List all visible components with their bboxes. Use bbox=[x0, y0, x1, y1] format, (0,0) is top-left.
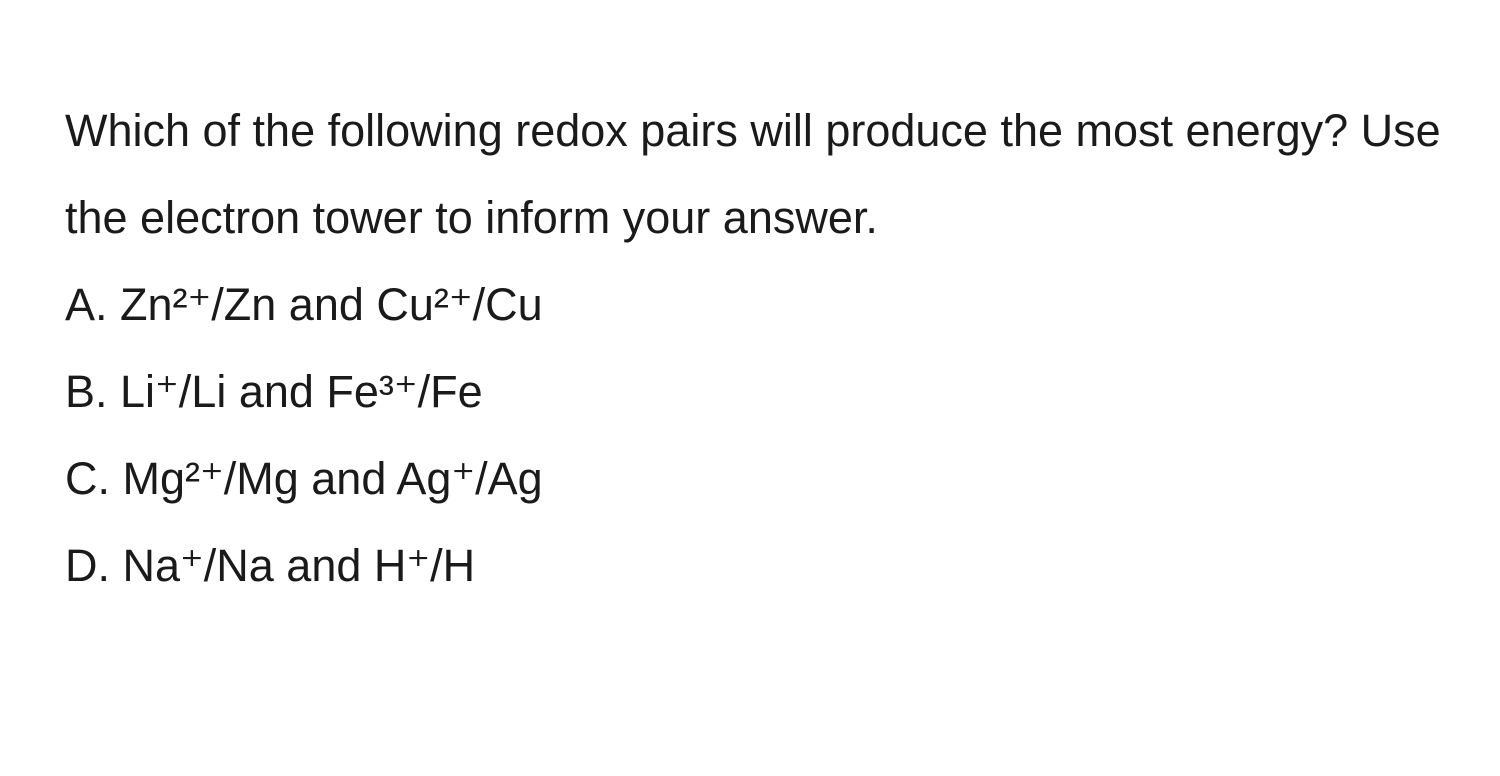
option-c[interactable]: C. Mg²⁺/Mg and Ag⁺/Ag bbox=[65, 453, 543, 504]
option-d[interactable]: D. Na⁺/Na and H⁺/H bbox=[65, 540, 476, 591]
option-a[interactable]: A. Zn²⁺/Zn and Cu²⁺/Cu bbox=[65, 279, 543, 330]
option-b[interactable]: B. Li⁺/Li and Fe³⁺/Fe bbox=[65, 366, 483, 417]
answer-options bbox=[65, 261, 1440, 609]
question-text: Which of the following redox pairs will produce the most energy? Use the electron tower to inform your answer. bbox=[65, 105, 1441, 243]
